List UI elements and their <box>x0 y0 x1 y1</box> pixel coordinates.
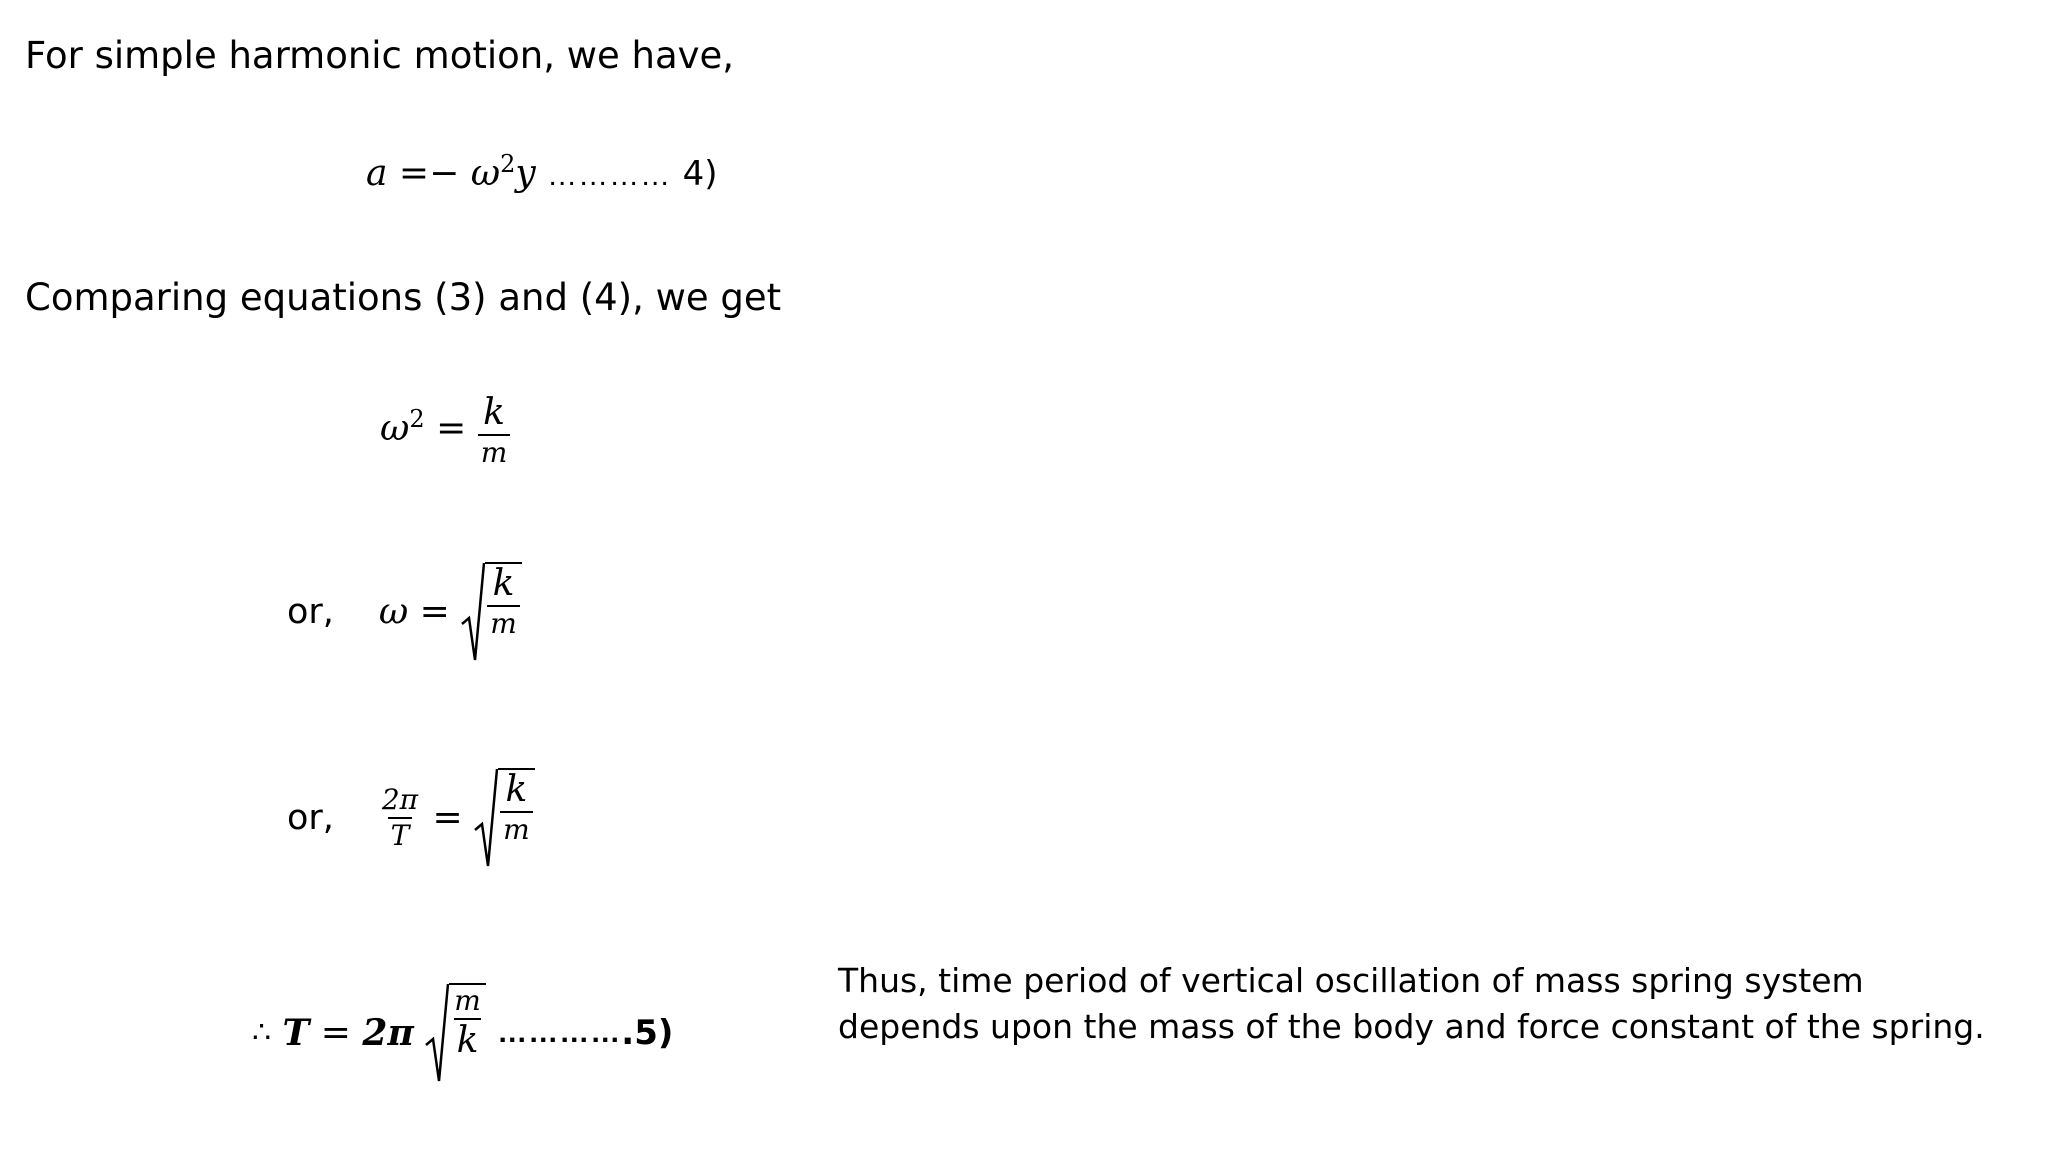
ratio-prefix: or, <box>287 798 334 838</box>
ratio-rhs-denominator: m <box>500 811 533 844</box>
conclusion-text: Thus, time period of vertical oscillation of mass spring system depends upon the mass of the body and force constant of the spring. <box>838 961 1985 1046</box>
omega-sq-fraction <box>478 392 511 469</box>
omega-sq-lhs-exponent: 2 <box>409 405 425 433</box>
equation-omega <box>287 562 522 662</box>
eq5-denominator: k <box>454 1018 482 1059</box>
omega-denominator: m <box>487 605 520 638</box>
eq5-sqrt <box>425 983 486 1083</box>
omega-sqrt <box>461 562 522 662</box>
eq4-rhs-exponent: 2 <box>500 150 516 178</box>
omega-prefix: or, <box>287 592 334 632</box>
eq4-rhs-base: ω <box>470 153 501 194</box>
eq4-dots: ………… <box>547 159 672 192</box>
eq5-fraction <box>451 984 484 1061</box>
equation-period-ratio <box>287 768 535 868</box>
eq5-relation: = <box>320 1012 351 1054</box>
eq5-dots: ………… <box>497 1016 622 1049</box>
eq4-lhs: a <box>366 153 388 194</box>
omega-sq-lhs-base: ω <box>380 408 410 449</box>
radical-sign-icon <box>474 768 498 868</box>
radical-sign-icon <box>425 983 449 1083</box>
ratio-lhs-fraction <box>379 783 421 852</box>
ratio-relation: = <box>432 797 463 839</box>
omega-fraction <box>487 563 520 640</box>
ratio-rhs-numerator: k <box>505 769 528 810</box>
radical-sign-icon <box>461 562 485 662</box>
ratio-sqrt <box>474 768 535 868</box>
omega-sq-numerator: k <box>483 392 505 433</box>
omega-sq-relation: = <box>436 408 467 449</box>
eq5-lhs: T <box>282 1012 310 1054</box>
ratio-lhs-denominator: T <box>388 817 413 850</box>
equation-4 <box>366 150 718 194</box>
compare-text: Comparing equations (3) and (4), we get <box>25 276 782 319</box>
eq4-rhs-variable: y <box>515 153 536 194</box>
omega-relation: = <box>419 591 450 633</box>
eq4-label: 4) <box>682 154 718 194</box>
ratio-lhs-numerator: 2π <box>381 783 419 816</box>
ratio-rhs-fraction <box>500 769 533 846</box>
intro-text: For simple harmonic motion, we have, <box>25 34 735 77</box>
eq5-numerator: m <box>454 984 481 1017</box>
omega-sq-denominator: m <box>478 434 511 467</box>
equation-omega-squared <box>380 392 510 469</box>
equation-5 <box>252 983 673 1083</box>
eq5-label: .5) <box>621 1013 674 1053</box>
eq5-coefficient: 2π <box>362 1012 414 1054</box>
eq4-relation: =− <box>398 153 460 194</box>
therefore-symbol: ∴ <box>252 1015 272 1051</box>
omega-lhs: ω <box>378 591 409 633</box>
omega-numerator: k <box>492 563 515 604</box>
